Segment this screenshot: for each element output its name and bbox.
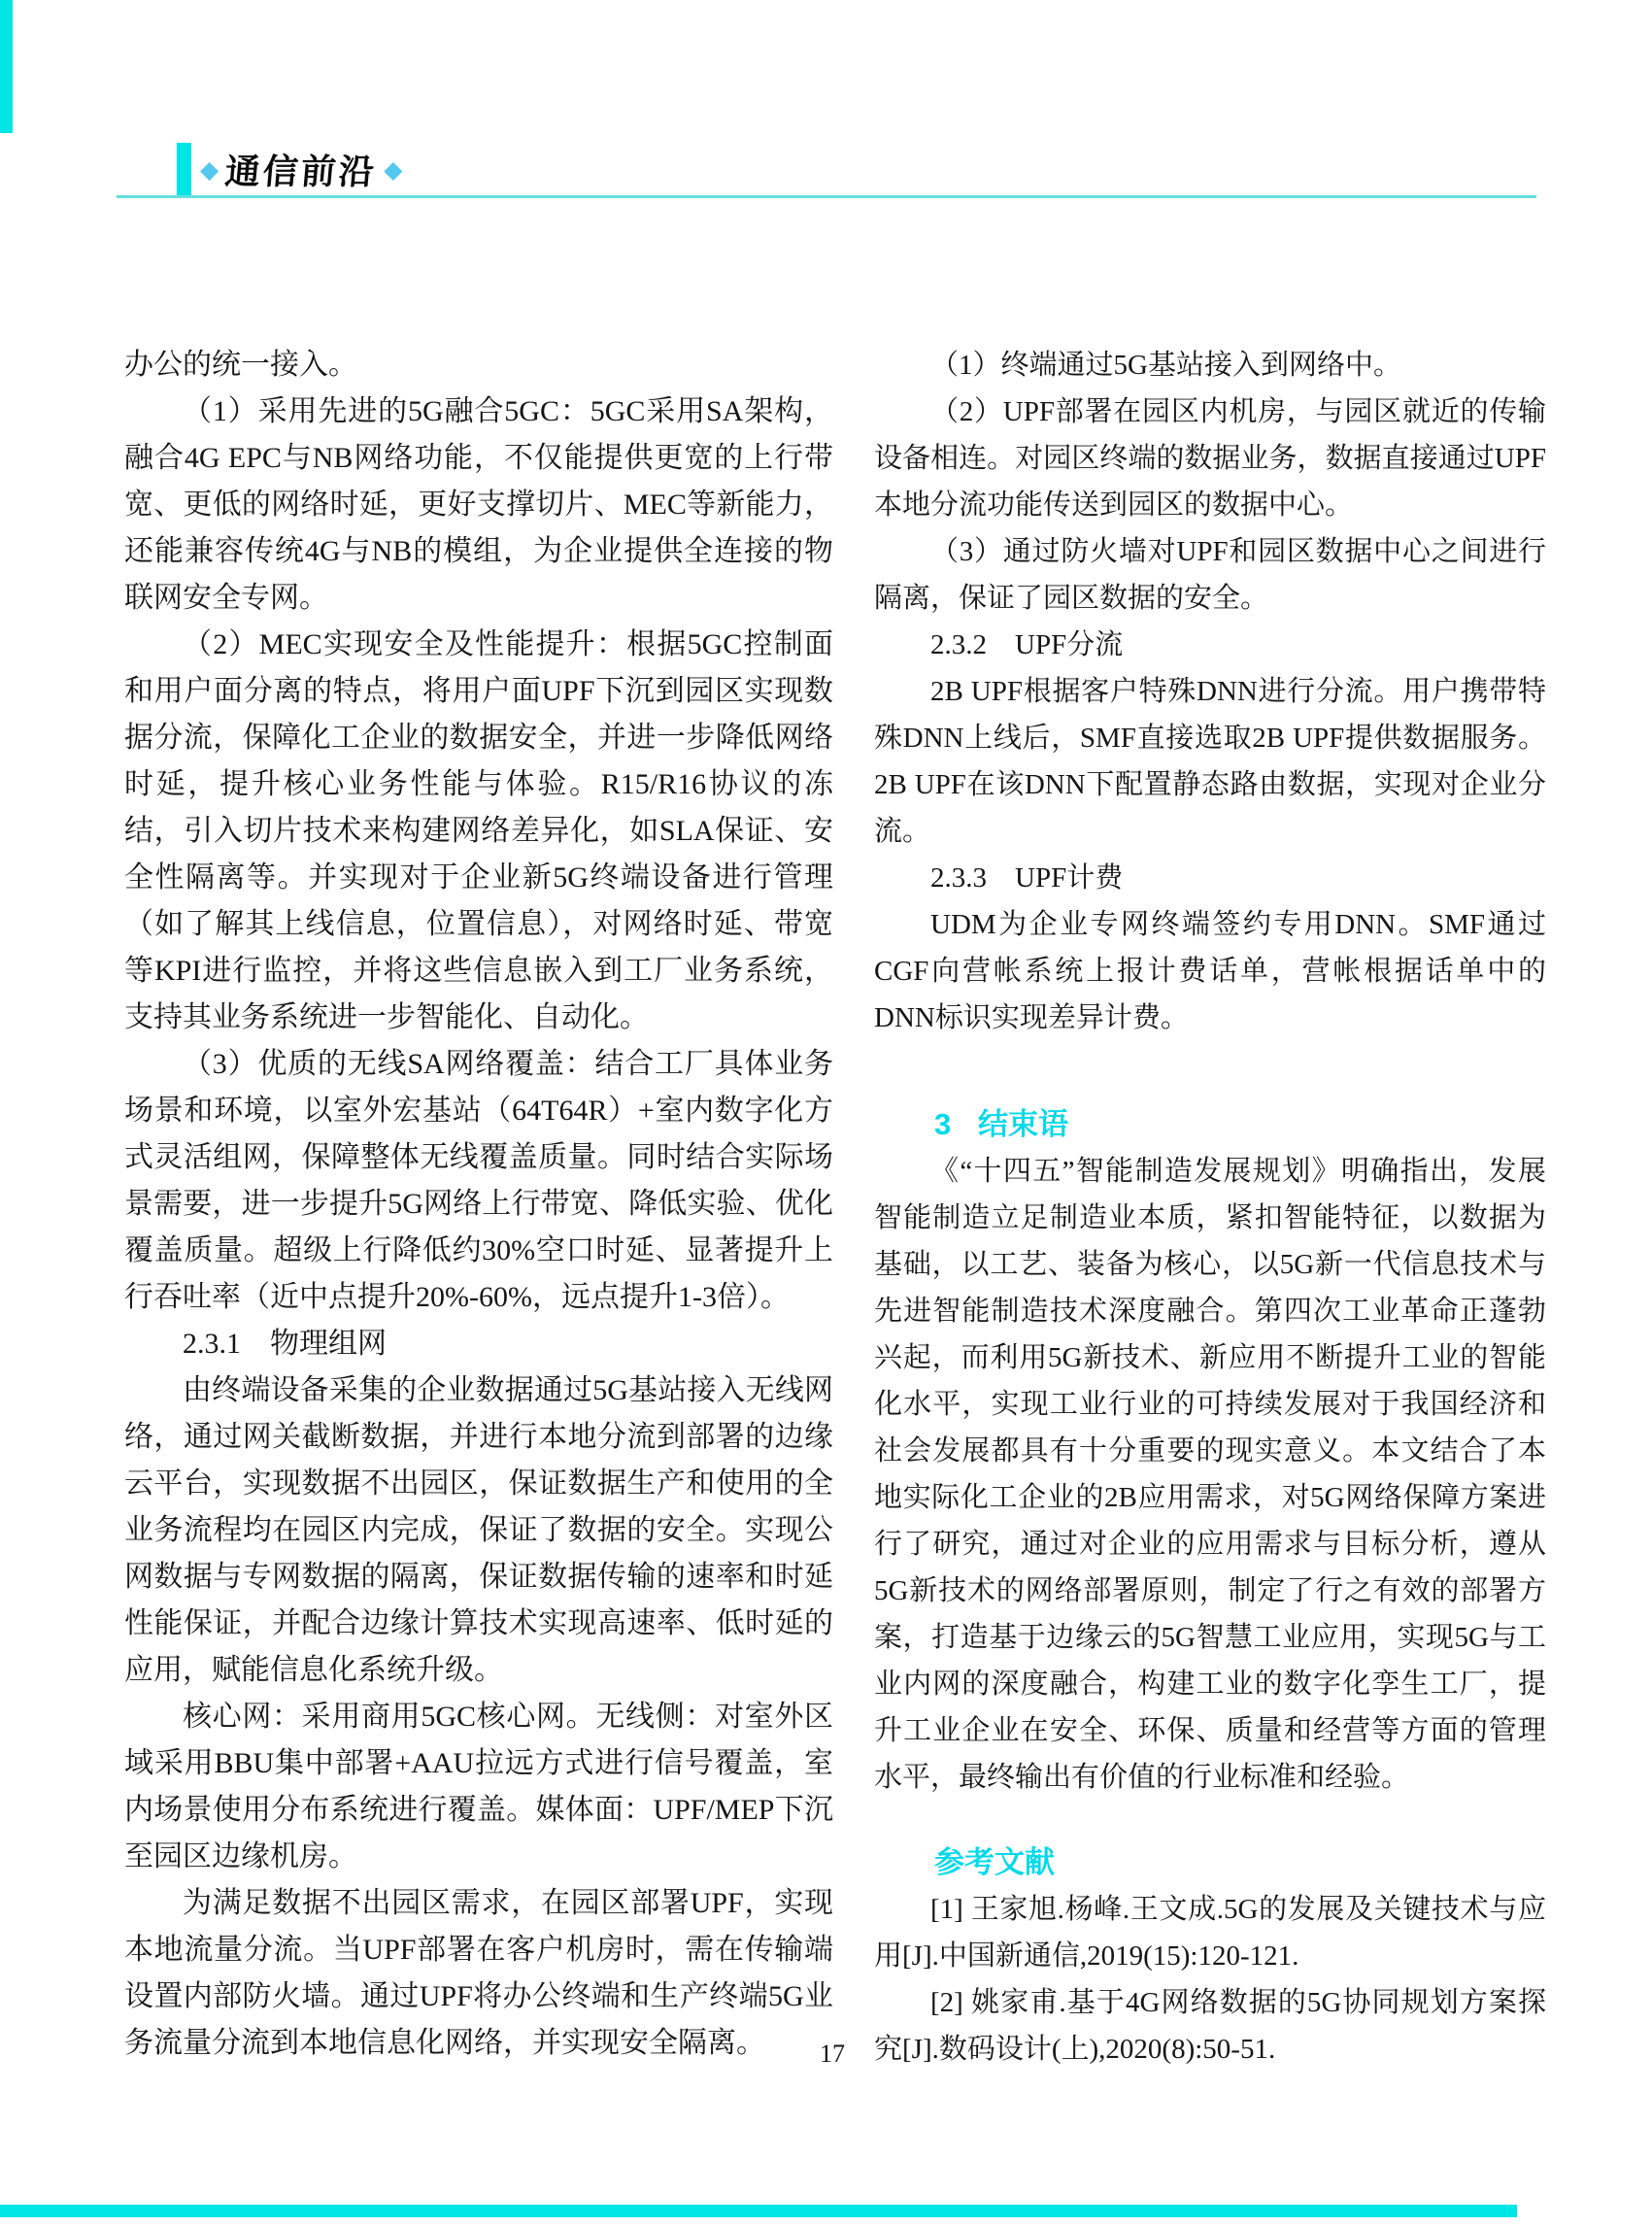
reference-item: [2] 姚家甫.基于4G网络数据的5G协同规划方案探究[J].数码设计(上),2020(8):50-51.: [874, 1987, 1546, 2065]
reference-item: [1] 王家旭.杨峰.王文成.5G的发展及关键技术与应用[J].中国新通信,2019(15):120-121.: [874, 1894, 1546, 1972]
paragraph: （3）通过防火墙对UPF和园区数据中心之间进行隔离，保证了园区数据的安全。: [874, 536, 1546, 614]
section-heading-conclusion: [874, 1101, 1546, 1148]
header-brand-row: [200, 144, 402, 194]
paragraph: （1）终端通过5G基站接入到网络中。: [930, 350, 1401, 381]
paragraph: （1）采用先进的5G融合5GC：5GC采用SA架构，融合4G EPC与NB网络功能，不仅能提供更宽的上行带宽、更低的网络时延，更好支撑切片、MEC等新能力，还能兼容传统4G与NB的模组，为企业提供全连接的物联网安全专网。: [124, 395, 833, 614]
diamond-left-icon: ◆: [200, 154, 219, 184]
header-accent-block: [177, 143, 191, 198]
section-number: 3: [934, 1107, 952, 1141]
subsection-heading: 2.3.2 UPF分流: [930, 629, 1124, 660]
paragraph: 2B UPF根据客户特殊DNN进行分流。用户携带特殊DNN上线后，SMF直接选取2B UPF提供数据服务。2B UPF在该DNN下配置静态路由数据，实现对企业分流。: [874, 676, 1546, 847]
section-heading-references: [874, 1839, 1546, 1886]
diamond-right-icon: ◆: [384, 154, 403, 184]
paragraph: 为满足数据不出园区需求，在园区部署UPF，实现本地流量分流。当UPF部署在客户机房时，需在传输端设置内部防火墙。通过UPF将办公终端和生产终端5G业务流量分流到本地信息化网络，并实现安全隔离。: [124, 1887, 833, 2059]
bottom-accent-bar: [0, 2205, 1517, 2217]
paragraph: 由终端设备采集的企业数据通过5G基站接入无线网络，通过网关截断数据，并进行本地分流到部署的边缘云平台，实现数据不出园区，保证数据生产和使用的全业务流程均在园区内完成，保证了数据的安全。实现公网数据与专网数据的隔离，保证数据传输的速率和时延性能保证，并配合边缘计算技术实现高速率、低时延的应用，赋能信息化系统升级。: [124, 1374, 833, 1686]
paragraph: UDM为企业专网终端签约专用DNN。SMF通过CGF向营帐系统上报计费话单，营帐根据话单中的DNN标识实现差异计费。: [874, 909, 1546, 1033]
brand-label: 通信前沿: [223, 151, 379, 191]
paragraph: 办公的统一接入。: [124, 349, 357, 381]
references-title: 参考文献: [934, 1845, 1055, 1879]
subsection-heading: 2.3.1 物理组网: [183, 1328, 387, 1360]
header-rule: [117, 195, 1536, 198]
section-title: 结束语: [978, 1107, 1069, 1141]
paragraph: 核心网：采用商用5GC核心网。无线侧：对室外区域采用BBU集中部署+AAU拉远方式进行信号覆盖，室内场景使用分布系统进行覆盖。媒体面：UPF/MEP下沉至园区边缘机房。: [124, 1701, 833, 1872]
left-edge-accent-bar: [0, 0, 13, 133]
subsection-heading: 2.3.3 UPF计费: [930, 862, 1124, 894]
left-column: [124, 342, 833, 2067]
paragraph: （2）MEC实现安全及性能提升：根据5GC控制面和用户面分离的特点，将用户面UPF下沉到园区实现数据分流，保障化工企业的数据安全，并进一步降低网络时延，提升核心业务性能与体验。R15/R16协议的冻结，引入切片技术来构建网络差异化，如SLA保证、安全性隔离等。并实现对于企业新5G终端设备进行管理（如了解其上线信息，位置信息），对网络时延、带宽等KPI进行监控，并将这些信息嵌入到工厂业务系统，支持其业务系统进一步智能化、自动化。: [124, 628, 833, 1033]
right-column: [874, 342, 1546, 2073]
page-number: 17: [820, 2040, 845, 2068]
conclusion-paragraph: 《“十四五”智能制造发展规划》明确指出，发展智能制造立足制造业本质，紧扣智能特征，以数据为基础，以工艺、装备为核心，以5G新一代信息技术与先进智能制造技术深度融合。第四次工业革命正蓬勃兴起，而利用5G新技术、新应用不断提升工业的智能化水平，实现工业行业的可持续发展对于我国经济和社会发展都具有十分重要的现实意义。本文结合了本地实际化工企业的2B应用需求，对5G网络保障方案进行了研究，通过对企业的应用需求与目标分析，遵从5G新技术的网络部署原则，制定了行之有效的部署方案，打造基于边缘云的5G智慧工业应用，实现5G与工业内网的深度融合，构建工业的数字化孪生工厂，提升工业企业在安全、环保、质量和经营等方面的管理水平，最终输出有价值的行业标准和经验。: [874, 1156, 1546, 1793]
paragraph: （3）优质的无线SA网络覆盖：结合工厂具体业务场景和环境，以室外宏基站（64T64R）+室内数字化方式灵活组网，保障整体无线覆盖质量。同时结合实际场景需要，进一步提升5G网络上行带宽、降低实验、优化覆盖质量。超级上行降低约30%空口时延、显著提升上行吞吐率（近中点提升20%-60%，远点提升1-3倍）。: [124, 1048, 833, 1313]
paragraph: （2）UPF部署在园区内机房，与园区就近的传输设备相连。对园区终端的数据业务，数据直接通过UPF本地分流功能传送到园区的数据中心。: [874, 396, 1546, 521]
